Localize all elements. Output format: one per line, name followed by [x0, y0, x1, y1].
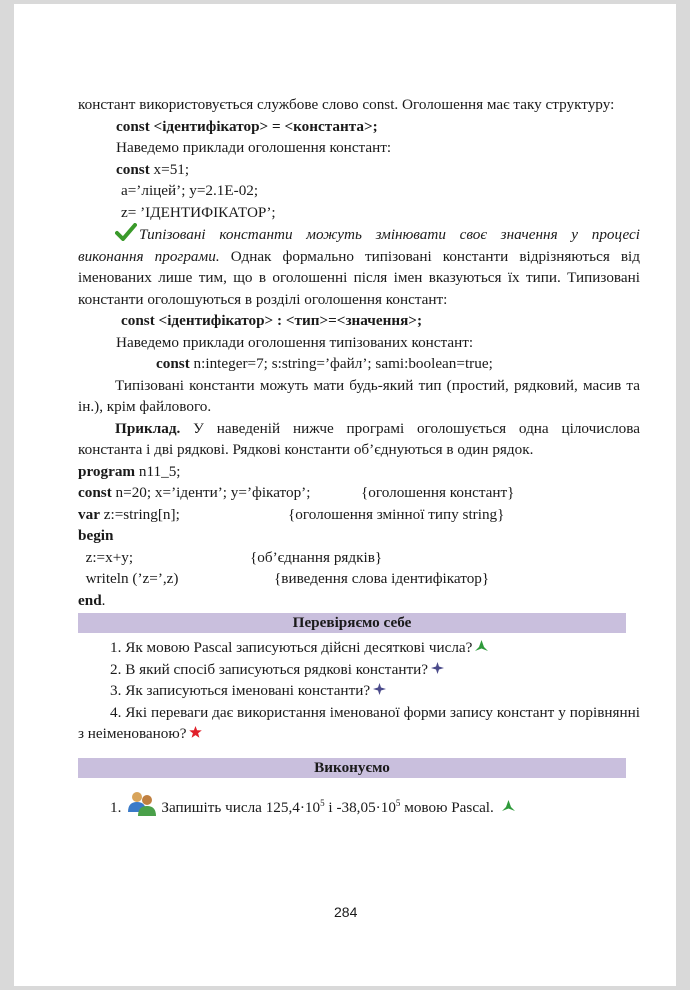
code-line	[78, 547, 640, 569]
italic-definition: Типізовані константи можуть змінювати своє значення у процесі виконання програми.	[78, 226, 640, 265]
code-example-typed	[78, 353, 640, 375]
checkmark-icon	[115, 223, 137, 241]
intro-typed-examples: Наведемо приклади оголошення типізованих констант:	[116, 333, 474, 351]
code-text: writeln (’z=’,z)	[78, 570, 179, 587]
code-text: .	[101, 591, 106, 609]
level-green-icon	[475, 640, 488, 652]
code-example-2: a=’ліцей’; y=2.1E-02;	[121, 182, 259, 199]
task-text-b: і -38,05·10	[324, 798, 396, 816]
question-text: 1. Як мовою Pascal записуються дійсні десяткові числа?	[110, 639, 473, 656]
question-item	[78, 702, 640, 745]
example-label: Приклад.	[115, 419, 181, 437]
level-red-star-icon	[189, 726, 202, 738]
task-exponent: 5	[395, 797, 401, 808]
keyword: const	[116, 160, 150, 178]
code-line	[78, 461, 640, 483]
question-text: 2. В який спосіб записуються рядкові константи?	[110, 660, 428, 678]
question-item	[78, 680, 640, 702]
task-text-a: Запишіть числа 125,4·10	[161, 798, 321, 816]
task-number: 1.	[110, 798, 122, 816]
code-example-3: z= ’ІДЕНТИФІКАТОР’;	[121, 203, 276, 221]
code-text: z:=string[n];	[99, 505, 180, 523]
code-example-1	[78, 159, 640, 181]
task-text-c: мовою Pascal.	[400, 798, 494, 816]
code-text: x=51;	[149, 160, 190, 178]
question-item	[78, 637, 640, 659]
keyword: program	[78, 462, 136, 480]
code-text: z:=x+y;	[78, 548, 134, 566]
keyword: const	[121, 312, 155, 329]
task-exponent: 5	[320, 797, 325, 808]
keyword: var	[78, 505, 100, 523]
code-line	[78, 525, 640, 547]
code-comment: {виведення слова ідентифікатор}	[274, 570, 490, 587]
code-comment: {оголошення констант}	[361, 484, 515, 501]
code-line	[78, 568, 640, 590]
code-comment: {об’єднання рядків}	[250, 548, 383, 566]
book-page	[14, 4, 676, 986]
syntax-rest: <ідентифікатор> : <тип>=<значення>;	[154, 312, 423, 329]
question-text: 4. Які переваги дає використання іменованої форми запису констант у порівнянні з неіменованою?	[78, 703, 640, 742]
code-line	[78, 504, 640, 526]
section-header-practice: Виконуємо	[78, 758, 626, 778]
keyword: const	[78, 484, 112, 501]
question-item	[78, 659, 640, 681]
group-work-icon	[127, 790, 157, 816]
code-text: n:integer=7; s:string=’файл’; sami:boolean=true;	[189, 355, 493, 372]
keyword: end	[78, 591, 102, 609]
syntax-typed-const	[78, 310, 640, 332]
level-purple-icon	[373, 683, 386, 695]
code-line	[78, 482, 640, 504]
page-number: 284	[334, 904, 358, 920]
page-content	[78, 94, 640, 822]
keyword: begin	[78, 527, 114, 544]
syntax-rest: <ідентифікатор> = <константа>;	[149, 117, 378, 135]
level-purple-icon	[431, 662, 444, 674]
program-listing	[78, 461, 640, 612]
code-comment: {оголошення змінної типу string}	[288, 505, 505, 523]
code-text: n=20; x=’іденти’; y=’фікатор’;	[111, 484, 311, 501]
questions-list	[78, 637, 640, 745]
example-text: У наведеній нижче програмі оголошується одна цілочислова константа і дві рядкові. Рядкові константи об’єднуються в один рядок.	[78, 419, 640, 458]
keyword: const	[116, 117, 150, 135]
paragraph-const-intro: констант використовується службове слово const. Оголошення має таку структуру:	[78, 96, 615, 113]
paragraph-typed-constants	[78, 223, 640, 310]
question-text: 3. Як записуються іменовані константи?	[110, 682, 371, 699]
paragraph-example	[78, 418, 640, 461]
code-line	[78, 590, 640, 612]
task-item	[78, 790, 640, 822]
section-header-self-check: Перевіряємо себе	[78, 613, 626, 633]
keyword: const	[156, 355, 190, 372]
typed-explanation: Однак формально типізовані константи відрізняються від іменованих лише тим, що в оголошенні після імен вказуються їх типи. Типизовані константи оголошуються в розділі оголошення констант:	[78, 247, 640, 308]
intro-examples: Наведемо приклади оголошення констант:	[116, 139, 392, 156]
syntax-const	[78, 116, 640, 138]
level-green-icon	[502, 800, 515, 812]
paragraph-types: Типізовані константи можуть мати будь-який тип (простий, рядковий, масив та ін.), крім файлового.	[78, 376, 640, 415]
code-text: n11_5;	[135, 462, 181, 480]
